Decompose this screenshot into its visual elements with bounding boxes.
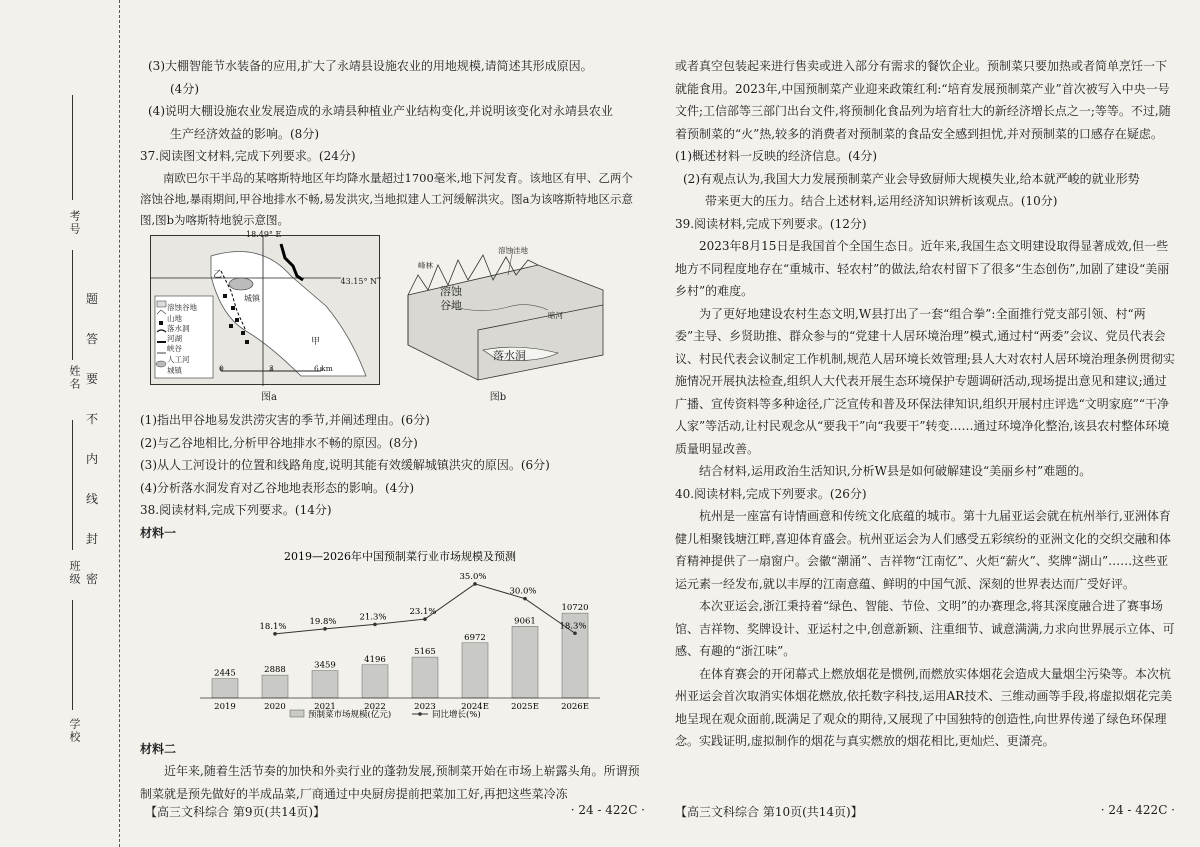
x-tick-label: 2019: [214, 702, 236, 712]
bar-value-label: 9061: [514, 616, 536, 627]
q36-4b: 生产经济效益的影响。(8分): [170, 126, 319, 141]
x-tick-label: 2020: [264, 702, 286, 712]
x-tick-label: 2023: [414, 702, 436, 712]
bar-value-label: 2888: [264, 665, 286, 676]
q39-paragraph-1: 2023年8月15日是我国首个全国生态日。近年来,我国生态文明建设取得显著成效,但一些地方不同程度地存在“重城市、轻农村”的做法,给农村留下了很多“生态创伤”,加剧了建设“美丽乡村”的难度。: [675, 239, 1170, 298]
seal-char: 不: [86, 412, 99, 426]
bar-value-label: 10720: [561, 603, 589, 614]
binding-margin: [0, 0, 120, 847]
bar-value-label: 5165: [414, 647, 436, 658]
x-tick-label: 2025E: [511, 702, 539, 712]
scale-0: 0: [219, 363, 224, 373]
q37-text: 南欧巴尔干半岛的某喀斯特地区年均降水量超过1700毫米,地下河发育。该地区有甲、乙两个溶蚀谷地,暴雨期间,甲谷地排水不畅,易发洪灾,当地拟建人工河缓解洪灾。图a为该喀斯特地区示意图,图b为喀斯特地貌示意图。: [140, 170, 633, 227]
bar: [512, 626, 538, 698]
q37-3: (3)从人工河设计的位置和线路角度,说明其能有效缓解城镇洪灾的原因。(6分): [140, 458, 550, 472]
seal-char: 答: [86, 332, 99, 346]
exam-no-line: [72, 95, 73, 200]
growth-label: 18.1%: [259, 621, 287, 632]
seal-char: 线: [86, 492, 99, 506]
figure-a-map: [150, 229, 380, 385]
legend-town: 城镇: [167, 365, 182, 375]
map-label-yi: 乙: [213, 269, 223, 280]
seal-char: 封: [86, 532, 99, 546]
q39-question: 结合材料,运用政治生活知识,分析W县是如何破解建设“美丽乡村”难题的。: [699, 464, 1092, 478]
bar-value-label: 4196: [364, 654, 386, 665]
seal-char: 题: [86, 292, 99, 306]
q39-paragraph-2: 为了更好地建设农村生态文明,W县打出了一套“组合拳”:全面推行党支部引领、村“两委”主导、乡贤助推、群众参与的“党建十人居环境治理”模式,通过村“两委”会议、党员代表会议、村民代表会议制定工作机制,规范人居环境长效管理;县人大对农村人居环境治理条例贯彻实施情况开展执法检查,组织人大代表开展生态环境保护专题调研活动,现场提出意见和建议;通过广播、宣传资料等多种途径,广泛宣传和普及环保法律知识,组织开展村庄评选“文明家庭”“干净人家”等活动,让村民观念从“要我干”向“我要干”转变……通过环境净化整治,该县农村整体环境质量明显改善。: [675, 306, 1175, 456]
q36-4a: (4)说明大棚设施农业发展造成的永靖县种植业产业结构变化,并说明该变化对永靖县农业: [148, 104, 613, 118]
chart-svg: [180, 548, 620, 728]
q36-3: (3)大棚智能节水装备的应用,扩大了永靖县设施农业的用地规模,请简述其形成原因。: [148, 59, 593, 73]
legend-bar-swatch: [290, 710, 304, 717]
right-footer: [675, 803, 1175, 820]
map-label-jia: 甲: [311, 336, 321, 347]
q38-title: 38.阅读材料,完成下列要求。(14分): [140, 503, 332, 517]
material-2-heading: 材料二: [140, 741, 177, 756]
growth-label: 35.0%: [459, 571, 487, 582]
q40-paragraph-1: 杭州是一座富有诗情画意和传统文化底蕴的城市。第十九届亚运会就在杭州举行,亚洲体育健儿相聚钱塘江畔,喜迎体育盛会。杭州亚运会为人们感受五彩缤纷的亚洲文化的交织交融和体育精神提供了一扇窗户。会徽“潮涌”、吉祥物“江南忆”、火炬“薪火”、奖牌“湖山”……这些亚运元素一经发布,就以丰厚的江南意蕴、鲜明的中国气派、深刻的世界表达而广受好评。: [675, 509, 1171, 591]
bar-value-label: 3459: [314, 660, 336, 671]
q37-1: (1)指出甲谷地易发洪涝灾害的季节,并阐述理由。(6分): [140, 413, 430, 427]
growth-point: [273, 632, 277, 636]
seal-char: 要: [86, 372, 99, 386]
q38-1: (1)概述材料一反映的经济信息。(4分): [675, 149, 877, 163]
karst-label-peaks: 峰林: [418, 260, 433, 270]
map-latitude: 43.15° N: [341, 271, 377, 294]
prepared-food-chart: [180, 548, 640, 736]
legend-river: 河湖: [167, 333, 182, 343]
growth-point: [473, 582, 477, 586]
bar-value-label: 6972: [464, 632, 486, 643]
legend-mountain: 山地: [167, 313, 182, 323]
chart-title: 2019—2026年中国预制菜行业市场规模及预测: [284, 550, 516, 563]
q40-paragraph-3: 在体育赛会的开闭幕式上燃放烟花是惯例,而燃放实体烟花会造成大量烟尘污染等。本次杭州亚运会首次取消实体烟花燃放,依托数字科技,运用AR技术、三维动画等手段,将虚拟烟花完美地呈现在观众面前,既满足了观众的期待,又展现了中国独特的创造性,向世界传递了绿色环保理念。实践证明,虚拟制作的烟花与真实燃放的烟花相比,更灿烂、更潇亮。: [675, 666, 1173, 748]
map-town-label: 城镇: [244, 293, 260, 303]
map-longitude: 18.49° E: [246, 229, 282, 239]
legend-canal: 人工河: [167, 354, 190, 364]
q37-figures: [150, 229, 640, 385]
growth-point: [523, 597, 527, 601]
x-tick-label: 2021: [314, 702, 336, 712]
figure-captions: [150, 387, 640, 410]
legend-valley: 溶蚀谷地: [167, 302, 197, 312]
legend-bar-text: 预制菜市场规模(亿元): [308, 710, 392, 720]
school-line: [72, 600, 73, 710]
material-2-text: 近年来,随着生活节奏的加快和外卖行业的蓬勃发展,预制菜开始在市场上崭露头角。所谓预制菜就是预先做好的半成品菜,厂商通过中央厨房提前把菜加工好,再把这些菜冷冻: [140, 764, 640, 801]
bar: [462, 643, 488, 698]
left-footer-code: · 24 - 422C ·: [570, 803, 645, 817]
q38-2a: (2)有观点认为,我国大力发展预制菜产业会导致厨师大规模失业,给本就严峻的就业形势: [683, 171, 1140, 186]
growth-label: 30.0%: [509, 586, 537, 597]
growth-label: 18.3%: [559, 621, 587, 632]
x-tick-label: 2024E: [461, 702, 489, 712]
x-tick-label: 2026E: [561, 702, 589, 712]
q37-title: 37.阅读图文材料,完成下列要求。(24分): [140, 149, 356, 163]
scale-6: 6 km: [314, 363, 333, 373]
right-footer-page: 【高三文科综合 第10页(共14页)】: [675, 805, 863, 819]
bar: [262, 675, 288, 698]
q37-2: (2)与乙谷地相比,分析甲谷地排水不畅的原因。(8分): [140, 435, 418, 450]
bar: [362, 665, 388, 698]
growth-point: [373, 623, 377, 627]
growth-label: 19.8%: [309, 616, 337, 627]
q39-title: 39.阅读材料,完成下列要求。(12分): [675, 216, 867, 231]
q40-title: 40.阅读材料,完成下列要求。(26分): [675, 486, 867, 501]
figure-b-karst: [388, 235, 608, 385]
exam-no-label: 考号: [68, 210, 81, 236]
seal-char: 内: [86, 452, 99, 466]
karst-label-underground-river: 暗河: [548, 310, 563, 320]
legend-line-text: 同比增长(%): [432, 710, 481, 720]
bar: [412, 657, 438, 698]
scale-3: 3: [269, 363, 274, 373]
growth-label: 21.3%: [359, 612, 387, 623]
karst-label-depression: 溶蚀洼地: [498, 245, 528, 255]
growth-label: 23.1%: [409, 607, 437, 618]
bar-value-label: 2445: [214, 668, 236, 679]
q38-material-continued: 或者真空包装起来进行售卖或进入部分有需求的餐饮企业。预制菜只要加热或者简单烹饪一下就能食用。2023年,中国预制菜产业迎来政策红利:“培育发展预制菜产业”首次被写入中央一号文件;工信部等三部门出台文件,将预制化食品列为培育壮大的新经济增长点之一;等等。不过,随着预制菜的“火”热,较多的消费者对预制菜的食品安全感到担忧,并对预制菜的口感存在疑虑。: [675, 59, 1171, 141]
growth-point: [323, 627, 327, 631]
q38-2b: 带来更大的压力。结合上述材料,运用经济知识辨析该观点。(10分): [705, 194, 1058, 208]
karst-label-sinkhole: 落水洞: [493, 348, 526, 362]
q40-paragraph-2: 本次亚运会,浙江秉持着“绿色、智能、节俭、文明”的办赛理念,将其深度融合进了赛事场馆、吉祥物、奖牌设计、亚运村之中,创意新颖、注重细节、诚意满满,力求向世界展示立体、可感、有趣的“浙江味”。: [675, 599, 1175, 658]
seal-char: 密: [86, 572, 99, 586]
growth-point: [573, 631, 577, 635]
caption-b: 图b: [489, 391, 507, 403]
right-footer-code: · 24 - 422C ·: [1100, 803, 1175, 817]
left-footer-page: 【高三文科综合 第9页(共14页)】: [145, 805, 326, 819]
right-page: [675, 55, 1175, 753]
x-tick-label: 2022: [364, 702, 386, 712]
class-label: 班级: [68, 560, 81, 586]
growth-point: [423, 617, 427, 621]
caption-a: 图a: [261, 391, 277, 403]
q37-4: (4)分析落水洞发育对乙谷地地表形态的影响。(4分): [140, 480, 414, 495]
bar: [312, 671, 338, 698]
karst-label-valley: 溶蚀谷地: [440, 284, 462, 312]
legend-sinkhole: 落水洞: [167, 323, 190, 333]
school-label: 学校: [68, 718, 81, 744]
bar: [212, 679, 238, 698]
name-line: [72, 250, 73, 360]
left-footer: [145, 803, 645, 820]
class-line: [72, 420, 73, 550]
material-1-heading: 材料一: [140, 525, 177, 540]
q36-3-score: (4分): [170, 81, 199, 96]
left-page: [140, 55, 640, 805]
legend-canyon: 峡谷: [167, 343, 182, 353]
name-label: 姓名: [68, 365, 81, 391]
